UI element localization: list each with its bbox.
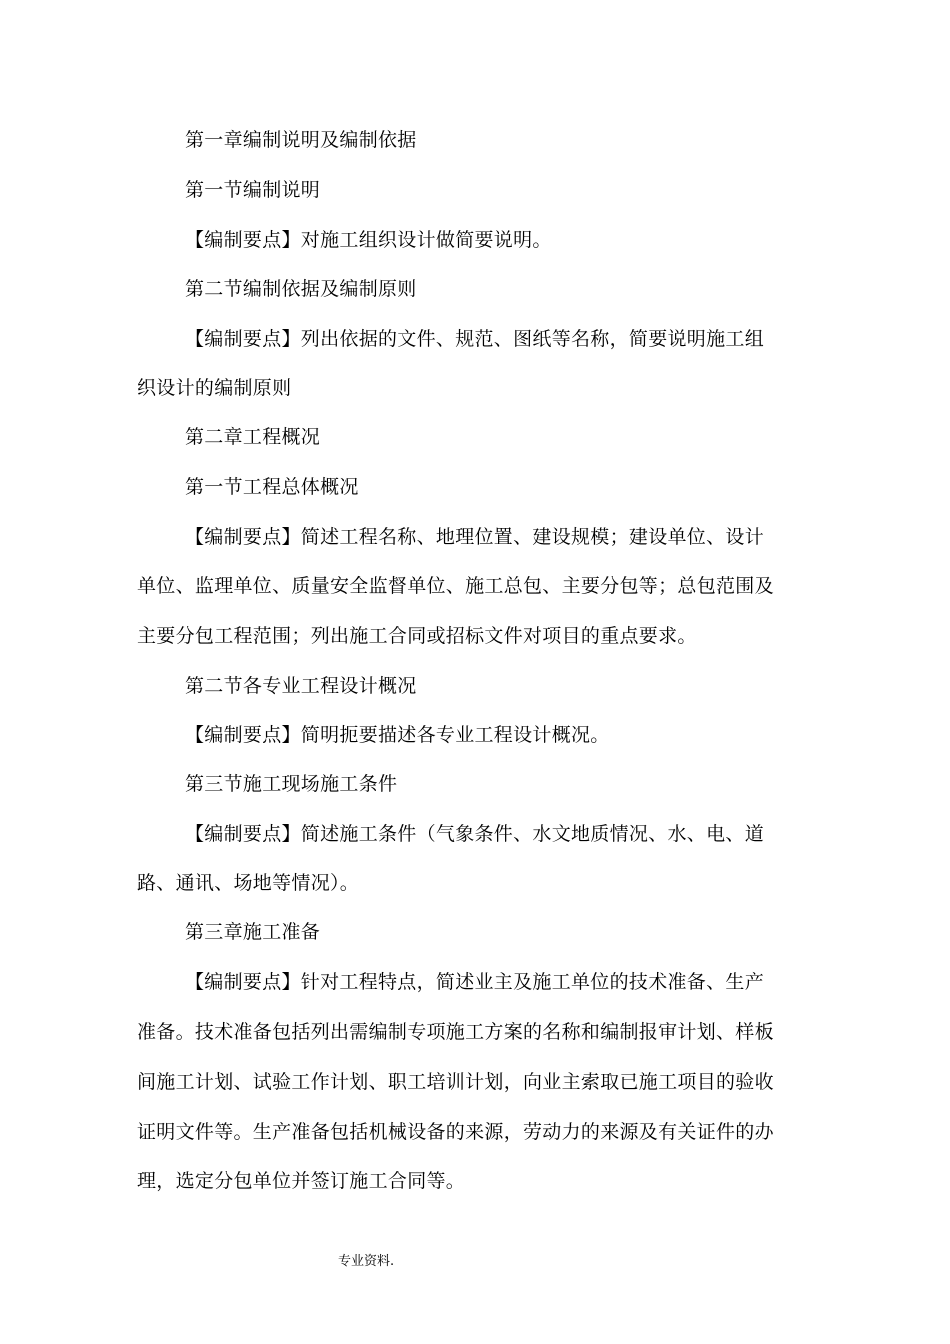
chapter-3-note-line-3: 间施工计划、试验工作计划、职工培训计划，向业主索取已施工项目的验收 (137, 1071, 774, 1093)
section-1-2-heading: 第二节编制依据及编制原则 (185, 278, 417, 300)
section-1-2-note-line-1: 【编制要点】列出依据的文件、规范、图纸等名称，简要说明施工组 (185, 328, 765, 350)
section-2-3-heading: 第三节施工现场施工条件 (185, 773, 398, 795)
chapter-3-note-line-4: 证明文件等。生产准备包括机械设备的来源，劳动力的来源及有关证件的办 (137, 1121, 774, 1143)
section-2-1-heading: 第一节工程总体概况 (185, 476, 359, 498)
chapter-3-note-line-1: 【编制要点】针对工程特点，简述业主及施工单位的技术准备、生产 (185, 971, 765, 993)
chapter-3-note-line-5: 理，选定分包单位并签订施工合同等。 (137, 1170, 466, 1192)
chapter-3-heading: 第三章施工准备 (185, 921, 321, 943)
section-2-2-note: 【编制要点】简明扼要描述各专业工程设计概况。 (185, 724, 610, 746)
chapter-3-note-line-2: 准备。技术准备包括列出需编制专项施工方案的名称和编制报审计划、样板 (137, 1021, 774, 1043)
page-footer: 专业资料. (338, 1254, 395, 1269)
section-2-3-note-line-1: 【编制要点】简述施工条件（气象条件、水文地质情况、水、电、道 (185, 823, 765, 845)
section-1-2-note-line-2: 织设计的编制原则 (137, 377, 292, 399)
section-2-2-heading: 第二节各专业工程设计概况 (185, 675, 417, 697)
section-1-1-heading: 第一节编制说明 (185, 179, 321, 201)
chapter-1-heading: 第一章编制说明及编制依据 (185, 129, 417, 151)
section-2-1-note-line-1: 【编制要点】简述工程名称、地理位置、建设规模；建设单位、设计 (185, 526, 765, 548)
chapter-2-heading: 第二章工程概况 (185, 426, 321, 448)
section-2-3-note-line-2: 路、通讯、场地等情况）。 (137, 872, 360, 894)
section-2-1-note-line-3: 主要分包工程范围；列出施工合同或招标文件对项目的重点要求。 (137, 625, 697, 647)
section-1-1-note: 【编制要点】对施工组织设计做简要说明。 (185, 229, 552, 251)
section-2-1-note-line-2: 单位、监理单位、质量安全监督单位、施工总包、主要分包等；总包范围及 (137, 575, 774, 597)
